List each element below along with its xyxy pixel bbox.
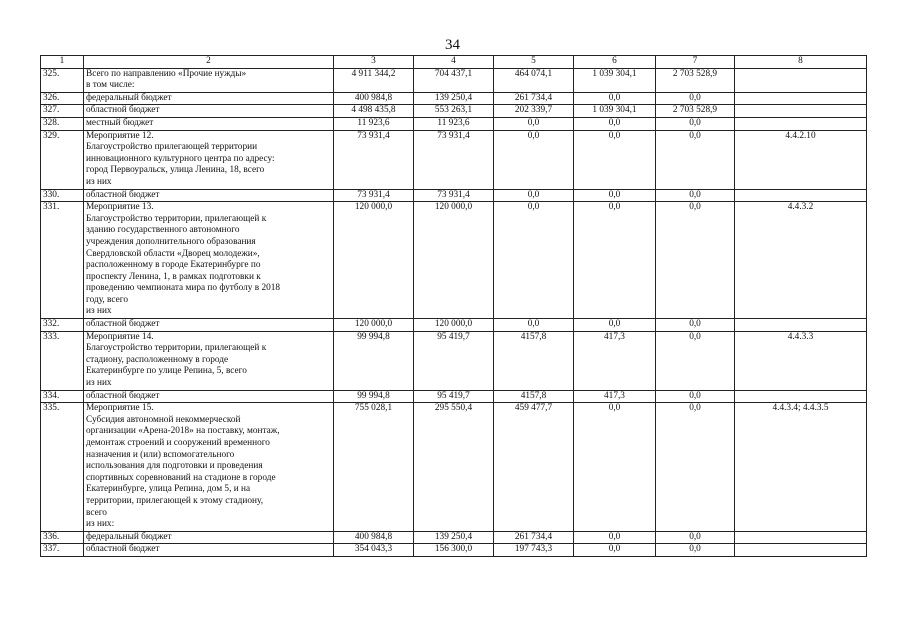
value-total: 11 923,6 [334, 117, 414, 130]
value-col-5: 4157,8 [494, 331, 574, 390]
row-number: 334. [41, 390, 84, 403]
target-indicator [735, 105, 867, 118]
value-total: 99 994,8 [334, 331, 414, 390]
page-number: 34 [445, 37, 460, 53]
value-col-4: 95 419,7 [414, 331, 494, 390]
row-description: областной бюджет [84, 319, 334, 332]
target-indicator [735, 92, 867, 105]
row-number: 326. [41, 92, 84, 105]
row-number: 337. [41, 544, 84, 557]
column-header: 3 [334, 56, 414, 69]
row-number: 329. [41, 130, 84, 189]
budget-table [40, 55, 867, 557]
row-number: 335. [41, 403, 84, 532]
target-indicator: 4.4.3.2 [735, 202, 867, 319]
table-row [41, 68, 867, 92]
value-col-4: 120 000,0 [414, 319, 494, 332]
value-col-4: 73 931,4 [414, 130, 494, 189]
value-col-5: 0,0 [494, 202, 574, 319]
column-header: 8 [735, 56, 867, 69]
value-col-7: 0,0 [656, 390, 735, 403]
row-description: федеральный бюджет [84, 92, 334, 105]
row-description: областной бюджет [84, 189, 334, 202]
row-number: 328. [41, 117, 84, 130]
table-row [41, 189, 867, 202]
table-row [41, 403, 867, 532]
value-col-7: 0,0 [656, 319, 735, 332]
value-col-4: 95 419,7 [414, 390, 494, 403]
value-total: 4 498 435,8 [334, 105, 414, 118]
value-col-7: 0,0 [656, 331, 735, 390]
target-indicator [735, 544, 867, 557]
row-number: 333. [41, 331, 84, 390]
value-col-4: 139 250,4 [414, 92, 494, 105]
value-col-6: 0,0 [574, 130, 656, 189]
value-col-6: 0,0 [574, 319, 656, 332]
value-col-4: 73 931,4 [414, 189, 494, 202]
value-col-6: 1 039 304,1 [574, 68, 656, 92]
value-col-6: 0,0 [574, 117, 656, 130]
table-row [41, 202, 867, 319]
column-header: 1 [41, 56, 84, 69]
value-col-6: 0,0 [574, 202, 656, 319]
row-description: Мероприятие 12. Благоустройство прилегающей территории инновационного культурного центра по адресу: город Первоуральск, улица Ленина, 18, всего из них [84, 130, 334, 189]
value-col-6: 0,0 [574, 92, 656, 105]
target-indicator [735, 390, 867, 403]
row-description: областной бюджет [84, 105, 334, 118]
row-description: Мероприятие 13. Благоустройство территории, прилегающей к зданию государственного автономного учреждения дополнительного образования Свердловской области «Дворец молодежи», расположенному в городе Екатеринбурге по проспекту Ленина, 1, в рамках подготовки к проведению чемпионата мира по футболу в 2018 году, всего из них [84, 202, 334, 319]
value-col-4: 704 437,1 [414, 68, 494, 92]
value-col-5: 261 734,4 [494, 531, 574, 544]
row-number: 336. [41, 531, 84, 544]
value-total: 73 931,4 [334, 130, 414, 189]
value-total: 755 028,1 [334, 403, 414, 532]
table-row [41, 105, 867, 118]
column-header: 4 [414, 56, 494, 69]
row-number: 331. [41, 202, 84, 319]
value-col-5: 0,0 [494, 319, 574, 332]
table-row [41, 544, 867, 557]
value-col-6: 417,3 [574, 331, 656, 390]
value-col-6: 0,0 [574, 544, 656, 557]
value-total: 400 984,8 [334, 92, 414, 105]
table-row [41, 531, 867, 544]
row-number: 327. [41, 105, 84, 118]
column-header: 7 [656, 56, 735, 69]
target-indicator: 4.4.2.10 [735, 130, 867, 189]
table-row [41, 117, 867, 130]
row-number: 332. [41, 319, 84, 332]
column-header: 5 [494, 56, 574, 69]
value-col-4: 553 263,1 [414, 105, 494, 118]
value-col-7: 0,0 [656, 130, 735, 189]
target-indicator: 4.4.3.4; 4.4.3.5 [735, 403, 867, 532]
value-col-6: 1 039 304,1 [574, 105, 656, 118]
value-total: 73 931,4 [334, 189, 414, 202]
value-total: 99 994,8 [334, 390, 414, 403]
value-col-7: 0,0 [656, 202, 735, 319]
table-row [41, 92, 867, 105]
value-col-4: 156 300,0 [414, 544, 494, 557]
value-col-4: 139 250,4 [414, 531, 494, 544]
value-total: 4 911 344,2 [334, 68, 414, 92]
value-col-7: 2 703 528,9 [656, 68, 735, 92]
value-col-4: 11 923,6 [414, 117, 494, 130]
value-col-5: 197 743,3 [494, 544, 574, 557]
table-row [41, 390, 867, 403]
row-description: областной бюджет [84, 390, 334, 403]
value-col-4: 120 000,0 [414, 202, 494, 319]
value-col-7: 0,0 [656, 117, 735, 130]
target-indicator [735, 117, 867, 130]
value-total: 120 000,0 [334, 319, 414, 332]
value-col-5: 202 339,7 [494, 105, 574, 118]
row-number: 330. [41, 189, 84, 202]
value-col-7: 0,0 [656, 531, 735, 544]
row-description: федеральный бюджет [84, 531, 334, 544]
value-col-7: 0,0 [656, 92, 735, 105]
table-row [41, 130, 867, 189]
value-col-5: 459 477,7 [494, 403, 574, 532]
value-col-5: 464 074,1 [494, 68, 574, 92]
value-col-6: 417,3 [574, 390, 656, 403]
value-col-6: 0,0 [574, 189, 656, 202]
target-indicator [735, 531, 867, 544]
row-description: Мероприятие 14. Благоустройство территории, прилегающей к стадиону, расположенному в городе Екатеринбурге по улице Репина, 5, всего из них [84, 331, 334, 390]
row-description: Мероприятие 15. Субсидия автономной некоммерческой организации «Арена-2018» на поставку, монтаж, демонтаж строений и сооружений временного назначения и (или) вспомогательного использования для подготовки и проведения спортивных соревнований на стадионе в городе Екатеринбурге, улица Репина, дом 5, и на территории, прилегающей к этому стадиону, всего из них: [84, 403, 334, 532]
value-col-5: 4157,8 [494, 390, 574, 403]
value-col-7: 0,0 [656, 403, 735, 532]
column-header: 2 [84, 56, 334, 69]
value-col-4: 295 550,4 [414, 403, 494, 532]
row-description: Всего по направлению «Прочие нужды» в том числе: [84, 68, 334, 92]
target-indicator [735, 189, 867, 202]
row-description: местный бюджет [84, 117, 334, 130]
value-col-5: 0,0 [494, 130, 574, 189]
column-header: 6 [574, 56, 656, 69]
value-total: 354 043,3 [334, 544, 414, 557]
value-col-5: 0,0 [494, 117, 574, 130]
target-indicator [735, 319, 867, 332]
header-row [41, 56, 867, 69]
row-description: областной бюджет [84, 544, 334, 557]
target-indicator [735, 68, 867, 92]
value-col-5: 261 734,4 [494, 92, 574, 105]
table-row [41, 319, 867, 332]
value-col-5: 0,0 [494, 189, 574, 202]
table-row [41, 331, 867, 390]
value-col-7: 0,0 [656, 544, 735, 557]
value-total: 120 000,0 [334, 202, 414, 319]
value-col-7: 2 703 528,9 [656, 105, 735, 118]
row-number: 325. [41, 68, 84, 92]
value-col-7: 0,0 [656, 189, 735, 202]
value-col-6: 0,0 [574, 403, 656, 532]
value-col-6: 0,0 [574, 531, 656, 544]
value-total: 400 984,8 [334, 531, 414, 544]
target-indicator: 4.4.3.3 [735, 331, 867, 390]
